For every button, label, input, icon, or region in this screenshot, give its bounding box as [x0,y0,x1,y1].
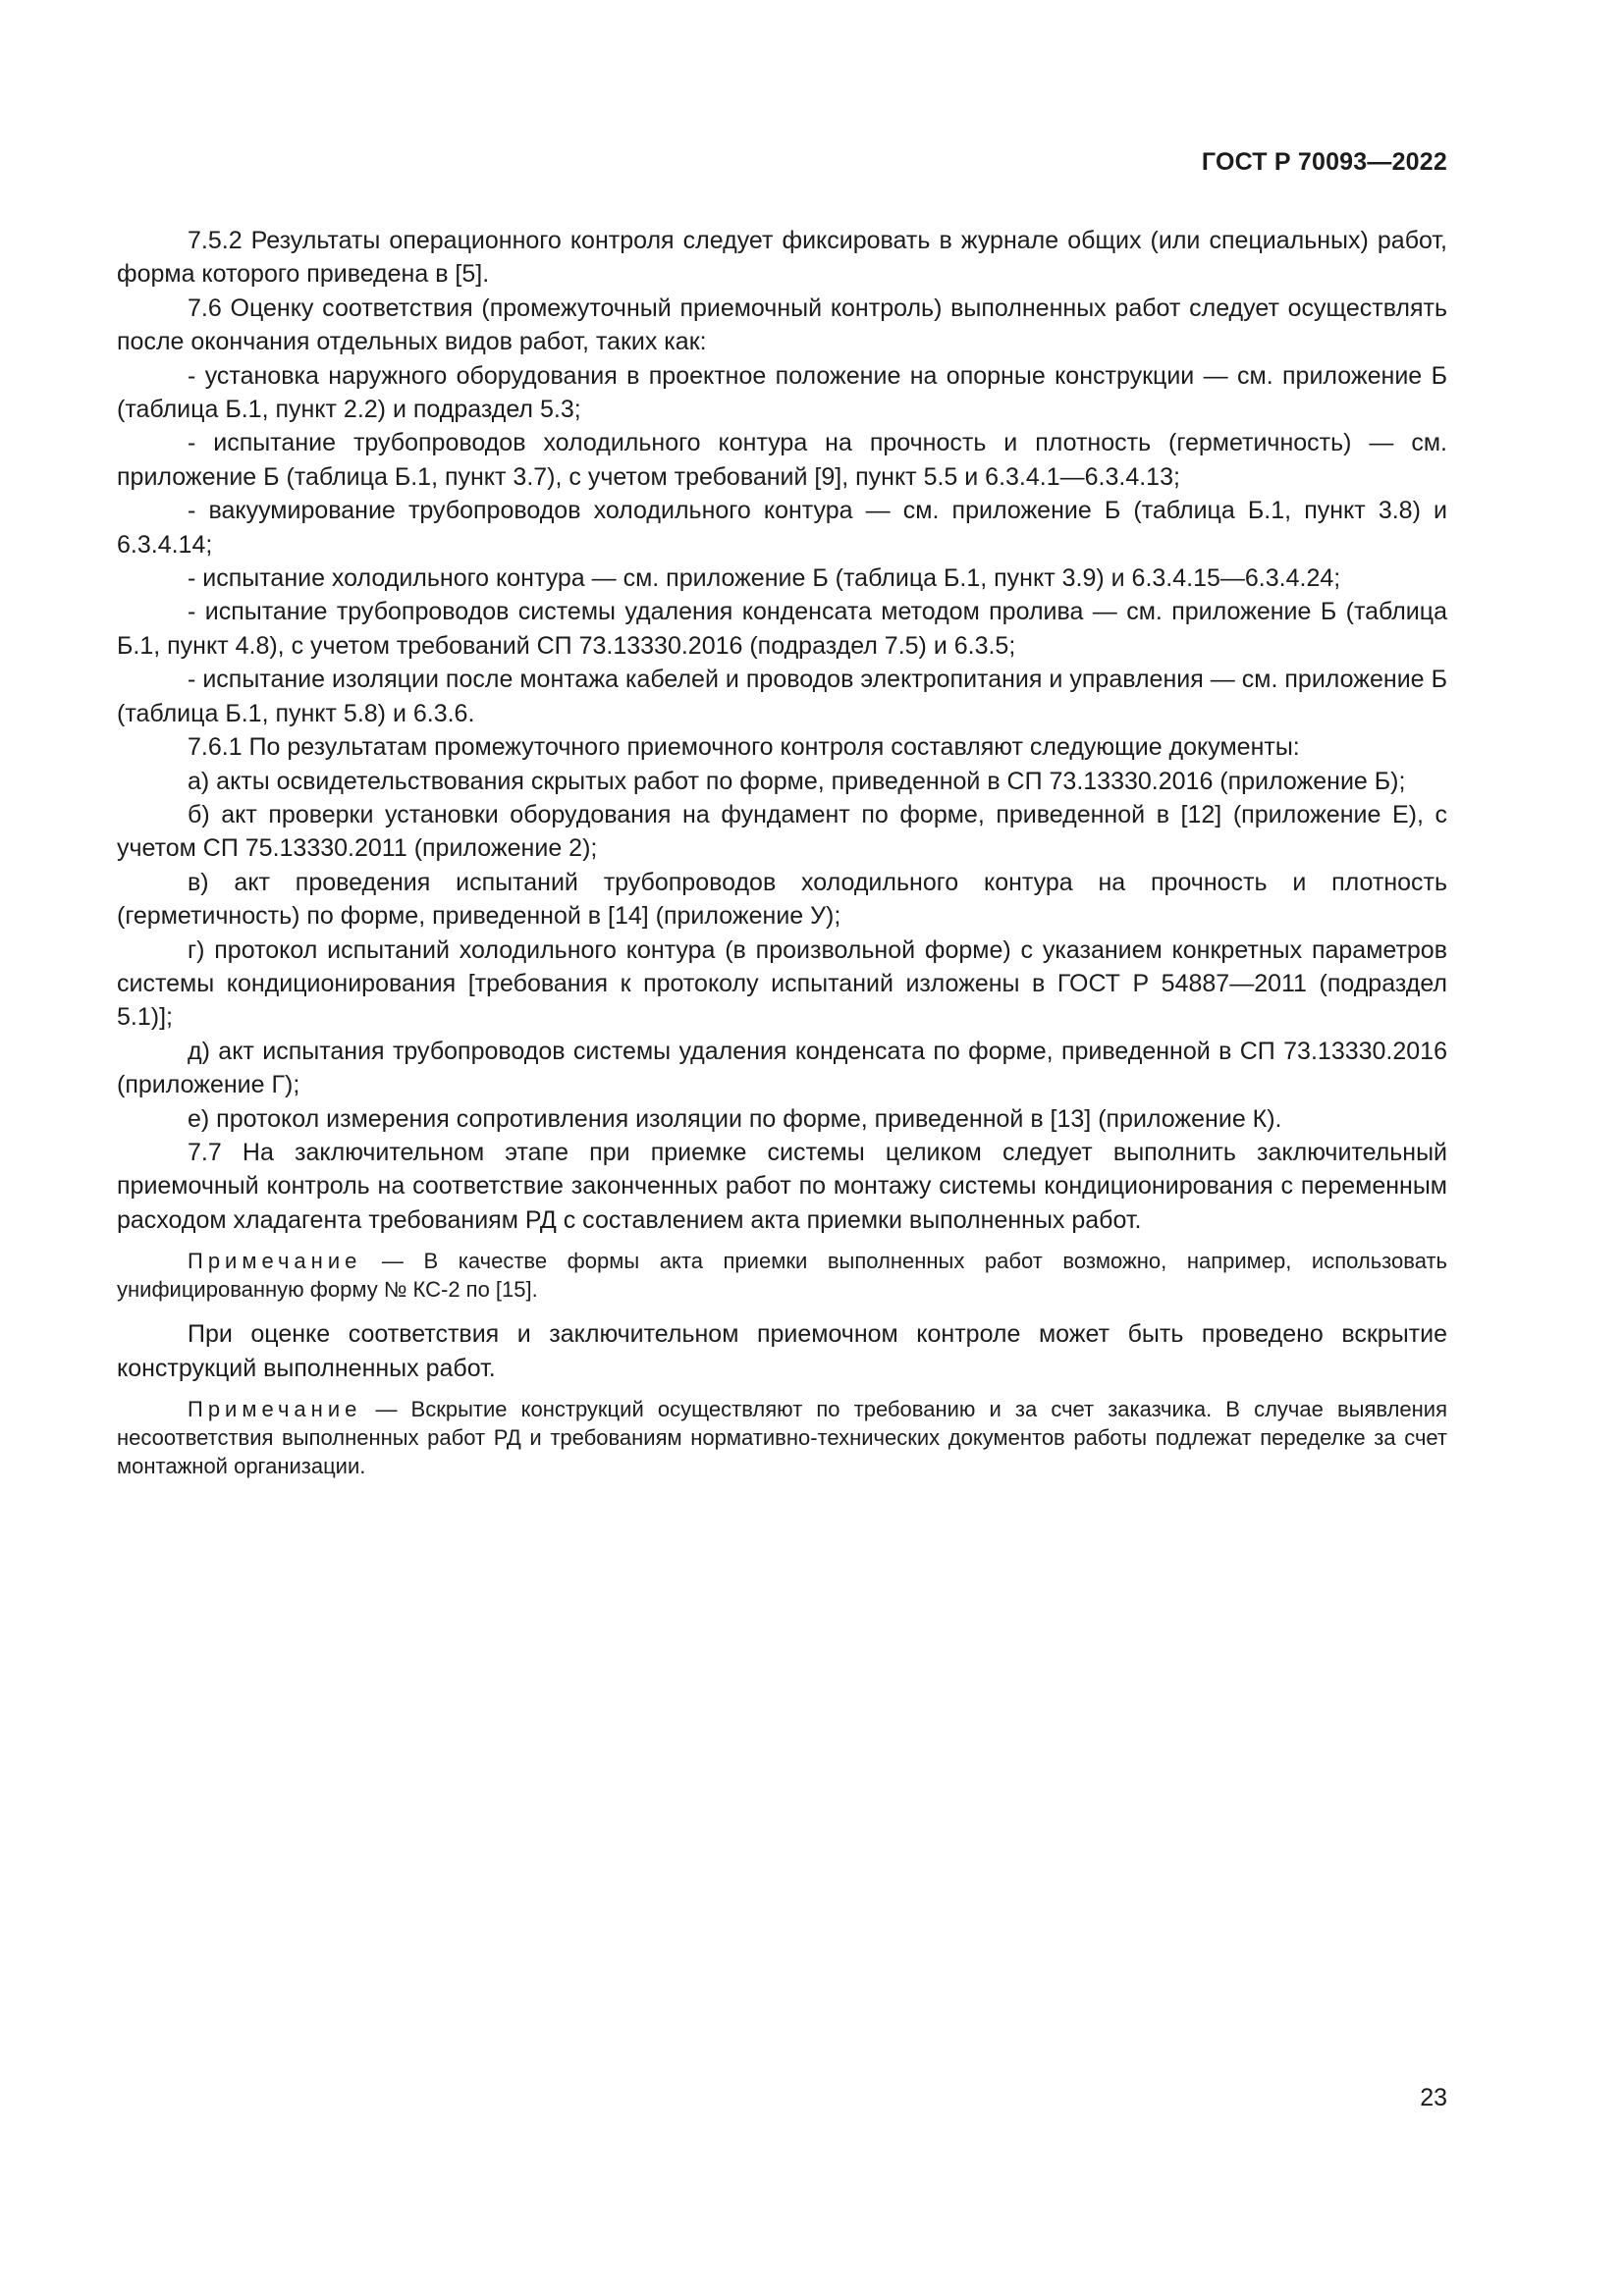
list-item: в) акт проведения испытаний трубопроводов холодильного контура на прочность и плотность (герметичность) по форме, приведенной в [14] (приложение У); [117,868,1447,931]
note-1 [117,1247,1447,1304]
list-item: г) протокол испытаний холодильного контура (в произвольной форме) с указанием конкретных параметров системы кондиционирования [требования к протоколу испытаний изложены в ГОСТ Р 54887—2011 (подраздел 5.1)]; [117,935,1447,1032]
list-item: - установка наружного оборудования в проектное положение на опорные конструкции — см. приложение Б (таблица Б.1, пункт 2.2) и подраздел 5.3; [117,361,1447,424]
list-item: б) акт проверки установки оборудования на фундамент по форме, приведенной в [12] (приложение Е), с учетом СП 75.13330.2011 (приложение 2); [117,800,1447,863]
note-label: Примечание [188,1249,362,1274]
note-text: — В качестве формы акта приемки выполненных работ возможно, например, использовать унифицированную форму № КС-2 по [15]. [117,1249,1447,1303]
paragraph-7-5-2: 7.5.2 Результаты операционного контроля следует фиксировать в журнале общих (или специальных) работ, форма которого приведена в [5]. [117,227,1447,289]
list-item: е) протокол измерения сопротивления изоляции по форме, приведенной в [13] (приложение К). [188,1104,1282,1133]
paragraph-inspection: При оценке соответствия и заключительном приемочном контроле может быть проведено вскрытие конструкций выполненных работ. [117,1320,1447,1382]
document-body [117,224,1447,1494]
list-item: - испытание изоляции после монтажа кабелей и проводов электропитания и управления — см. приложение Б (таблица Б.1, пункт 5.8) и 6.3.6. [117,666,1447,727]
list-item: - испытание трубопроводов холодильного контура на прочность и плотность (герметичность) — см. приложение Б (таблица Б.1, пункт 3.7), с учетом требований [9], пункт 5.5 и 6.3.4.1—6.3.4.13; [117,429,1447,491]
list-item: - вакуумирование трубопроводов холодильного контура — см. приложение Б (таблица Б.1, пункт 3.8) и 6.3.4.14; [117,497,1447,559]
list-item: д) акт испытания трубопроводов системы удаления конденсата по форме, приведенной в СП 73.13330.2016 (приложение Г); [117,1037,1447,1099]
page-number: 23 [1420,2084,1447,2111]
paragraph-7-6-1: 7.6.1 По результатам промежуточного приемочного контроля составляют следующие документы: [188,733,1300,762]
list-item: а) акты освидетельствования скрытых работ по форме, приведенной в СП 73.13330.2016 (приложение Б); [188,767,1406,795]
note-label: Примечание [188,1397,362,1421]
note-2 [117,1395,1447,1480]
note-text: — Вскрытие конструкций осуществляют по требованию и за счет заказчика. В случае выявления несоответствия выполненных работ РД и требованиям нормативно-технических документов работы подлежат переделке за счет монтажной организации. [117,1397,1447,1478]
paragraph-7-6: 7.6 Оценку соответствия (промежуточный приемочный контроль) выполненных работ следует осуществлять после окончания отдельных видов работ, таких как: [117,294,1447,356]
list-item: - испытание холодильного контура — см. приложение Б (таблица Б.1, пункт 3.9) и 6.3.4.15—6.3.4.24; [188,564,1341,593]
document-code-header: ГОСТ Р 70093—2022 [1201,148,1447,176]
list-item: - испытание трубопроводов системы удаления конденсата методом пролива — см. приложение Б (таблица Б.1, пункт 4.8), с учетом требований СП 73.13330.2016 (подраздел 7.5) и 6.3.5; [117,598,1447,660]
paragraph-7-7: 7.7 На заключительном этапе при приемке системы целиком следует выполнить заключительный приемочный контроль на соответствие законченных работ по монтажу системы кондиционирования с переменным расходом хладагента требованиям РД с составлением акта приемки выполненных работ. [117,1138,1447,1234]
